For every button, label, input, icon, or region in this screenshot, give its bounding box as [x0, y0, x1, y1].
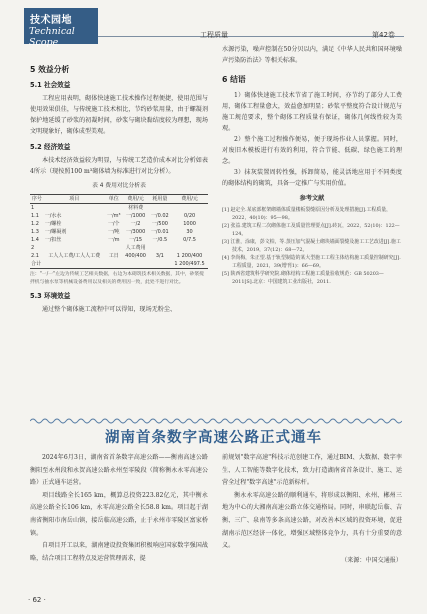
table-cell — [105, 204, 123, 213]
reference-item: [2] 张益.建筑工程二次砌体施工及质量管理要点[J].砖瓦，2022，52(10)：122—124。 — [222, 223, 400, 237]
table-cell: 一/螺栓 — [44, 221, 62, 227]
table-cell: 1.3 — [31, 229, 39, 235]
news-paragraph: 前规划"数字高速"科技示范创建工作，通过BIM、大数据、数字孪生、人工智能等数字化技术，致力打造湖南省首条设计、施工、运营全过程"数字高速"示范新标杆。 — [222, 454, 402, 487]
section-5-2-text: 本技术经济效益较为明显，与传统工艺造价成本对比分析如表4所示（现按照100 m³砌体墙为标准进行对比分析）。 — [30, 157, 208, 175]
table-cell — [44, 244, 105, 252]
table-cell — [44, 204, 105, 213]
table-cell — [105, 260, 123, 269]
left-column — [30, 56, 208, 315]
column-logo — [24, 8, 98, 48]
table-row — [30, 228, 208, 236]
table-cell — [105, 244, 123, 252]
table-cell — [149, 244, 172, 252]
table-cell: 2 — [31, 245, 35, 251]
table-cell: 一/水水 — [44, 213, 62, 219]
table-header-cell: 单位 — [105, 195, 123, 204]
table-cell: 一/1000 — [125, 213, 146, 219]
section-5-1-title: 5.1 社会效益 — [30, 81, 71, 89]
reference-item: [4] 李尚梅，朱正望.基于轨型制造的某大型施工工程主体结构施工质量控制研究[J].工程质量，2021，39(增刊1)：66—69。 — [222, 255, 401, 269]
table-cell: 3/1 — [155, 253, 164, 259]
table-note: 注："一/一"左边为传统工艺相关数据，右边为本砌筑技术相关数据，其中，砂浆搅拌机与抽水泵等机械设备费用以及相关的费用因一致，此处不进行对比。 — [30, 272, 204, 285]
section-5-1-text: 工程应用表明，砌体快速施工技术操作过程便捷，使用范围与使用效果俱佳，与传统施工技术相比，节约砂浆用量，由于螺凝剂保护地延缓了砂浆的初凝时间，砂浆与砌块黏结度较为理想，现场文明现象好，砌体成型美观。 — [30, 95, 208, 135]
table-cell: 一/吨 — [107, 229, 120, 235]
table-cell: 1000 — [183, 221, 196, 227]
table-cell: 材料费 — [128, 205, 144, 211]
table-header-cell: 费用/元 — [171, 195, 208, 204]
table-cell: 1 — [31, 205, 35, 211]
reference-item: [5] 陕西省建筑科学研究院.砌体结构工程施工质量验收规范：GB 50203—2011[S].北京：中国建筑工业出版社，2011. — [222, 271, 384, 285]
table-cell: 一/扣丝 — [44, 237, 62, 243]
table-cell: 一/500 — [151, 221, 168, 227]
table-cell — [171, 244, 208, 252]
table-cell: 0/20 — [183, 213, 196, 219]
table-cell: 一/个 — [107, 221, 120, 227]
table-row — [30, 260, 208, 269]
table-header-cell: 费用/元 — [123, 195, 149, 204]
column-logo-cn: 技术园地 — [30, 15, 72, 26]
issue-label: 第42卷 — [372, 31, 395, 39]
table-header-row — [30, 195, 208, 204]
table-header-cell: 项目 — [44, 195, 105, 204]
section-5-title: 5 效益分析 — [30, 65, 70, 74]
reference-item: [1] 赵定全.某底部框架砌墙体质量楼板裂缝原因分析及处理措施[J].工程质量，2022，40(10)：95—98。 — [222, 207, 391, 221]
table-cell: 工人人工费/工人人工费 — [48, 253, 101, 259]
table-cell — [149, 204, 172, 213]
news-paragraph: 2024年6月3日，湖南省首条数字高速公路——衡南高速公路衡阳至永州段和永贺高速公路永州至零陵段（简称衡永永零高速公路）正式通车运营。 — [30, 454, 208, 487]
table-row — [30, 236, 208, 244]
section-5-2-title: 5.2 经济效益 — [30, 143, 71, 151]
table-cell — [149, 260, 172, 269]
table-row — [30, 204, 208, 213]
continued-text: 水源污染，噪声控制在50分贝以内，满足《中华人民共和国环境噪声污染防治法》等相关标准。 — [222, 46, 402, 64]
table-cell — [44, 260, 105, 269]
table-row — [30, 252, 208, 260]
table-row — [30, 212, 208, 220]
conclusion-3: 3）抹灰装置周转性强，拆卸简易，能灵活地应用于不同类度的砌体结构的砌筑，具备一定推广与实用价值。 — [222, 169, 402, 187]
table-row — [30, 220, 208, 228]
table-row — [30, 244, 208, 252]
table-cell: 人工费用 — [125, 245, 146, 251]
news-paragraph: 自项目开工以来，湖南建设投资集团积极响应国家数字强国战略，结合项目工程特点及运营管理需求，提 — [30, 542, 208, 562]
table-cell: 30 — [186, 229, 193, 235]
table-cell: 一/0.01 — [150, 229, 169, 235]
table-cell — [123, 260, 149, 269]
conclusion-2: 2）整个施工过程操作便易，便于现场作业人员掌握。同时，对废旧木模板进行有效的利用，符合节能、低碳、绿色施工的理念。 — [222, 136, 402, 165]
table-cell: 一/0.02 — [150, 213, 169, 219]
table-cell: 一/3000 — [125, 229, 146, 235]
cost-table — [30, 194, 208, 269]
table-cell: 一/0.5 — [152, 237, 168, 243]
table-cell: 1.1 — [31, 213, 39, 219]
news-paragraph: 衡永永零高速公路的顺利通车，将形成以衡阳、永州、郴州三地为中心的大湘南高速公路立体交通格局。同时，串联起岳临、吉衡、三广、泉南等多条高速公路，对改善本区域的投资环境，促进湖南示范区经济一体化，增强区域整体竞争力，具有十分重要的意义。 — [222, 491, 402, 550]
reference-item: [3] 江淮，涂康，彭文柏，等.蒸压加气混凝土砌块墙面裂缝及施工工艺改进[J].施工技术，2019，37(12)：68—72。 — [222, 239, 401, 253]
page-number: · 62 · — [28, 596, 46, 604]
table-cell: 一/螺凝剂 — [44, 229, 67, 235]
table-cell: 一/m³ — [106, 213, 121, 219]
news-paragraph: 项目线路全长165 km，概算总投资223.82亿元，其中衡永高速公路全长106 km，永零高速公路全长58.8 km。项目起于湖南省衡阳市南岳山镇，接岳临高速公路，止于永州市零陵区富家桥镇。 — [30, 491, 208, 537]
conclusion-1: 1）砌体快速施工技术节省了施工时间，亦节约了部分人工费用，砌体工程量愈大，效益愈加明显；砂浆平整度符合设计规范与施工规范要求，整个砌体工程质量有保证，砌体几何线性较为美观。 — [222, 92, 402, 132]
section-5-3-title: 5.3 环境效益 — [30, 292, 71, 300]
table-cell: 工日 — [108, 253, 119, 259]
table-cell: 1.4 — [31, 237, 39, 243]
table-title: 表 4 费用对比分析表 — [92, 183, 146, 189]
table-cell: 一/2 — [130, 221, 141, 227]
news-title: 湖南首条数字高速公路正式通车 — [105, 430, 322, 446]
table-cell: 合计 — [30, 260, 44, 269]
journal-name: 工程质量 — [200, 31, 228, 39]
table-cell: 0/7.5 — [183, 237, 196, 243]
header-rule — [98, 36, 404, 37]
news-source: （来源：中国交通报） — [341, 556, 402, 564]
table-cell: 一/m — [107, 237, 120, 243]
table-cell: 2.1 — [31, 253, 39, 259]
table-cell: 400/400 — [125, 253, 146, 259]
table-cell: 一/15 — [129, 237, 143, 243]
references-title: 参考文献 — [299, 195, 325, 202]
table-cell: 1 200/497.5 — [171, 260, 208, 269]
table-cell: 1 200/400 — [176, 253, 203, 259]
section-5-3-text: 通过整个砌体施工流程中可以得知，现场无粉尘、 — [42, 306, 177, 313]
news-left-column — [30, 452, 208, 565]
table-header-cell: 耗用量 — [149, 195, 172, 204]
table-header-cell: 序号 — [31, 196, 42, 202]
column-logo-en: Technical Scope — [29, 26, 75, 48]
news-right-column — [222, 452, 402, 567]
section-6-title: 6 结语 — [222, 75, 246, 84]
right-column — [222, 44, 402, 286]
news-divider — [30, 412, 402, 424]
table-cell: 1.2 — [31, 221, 39, 227]
table-cell — [171, 204, 208, 213]
